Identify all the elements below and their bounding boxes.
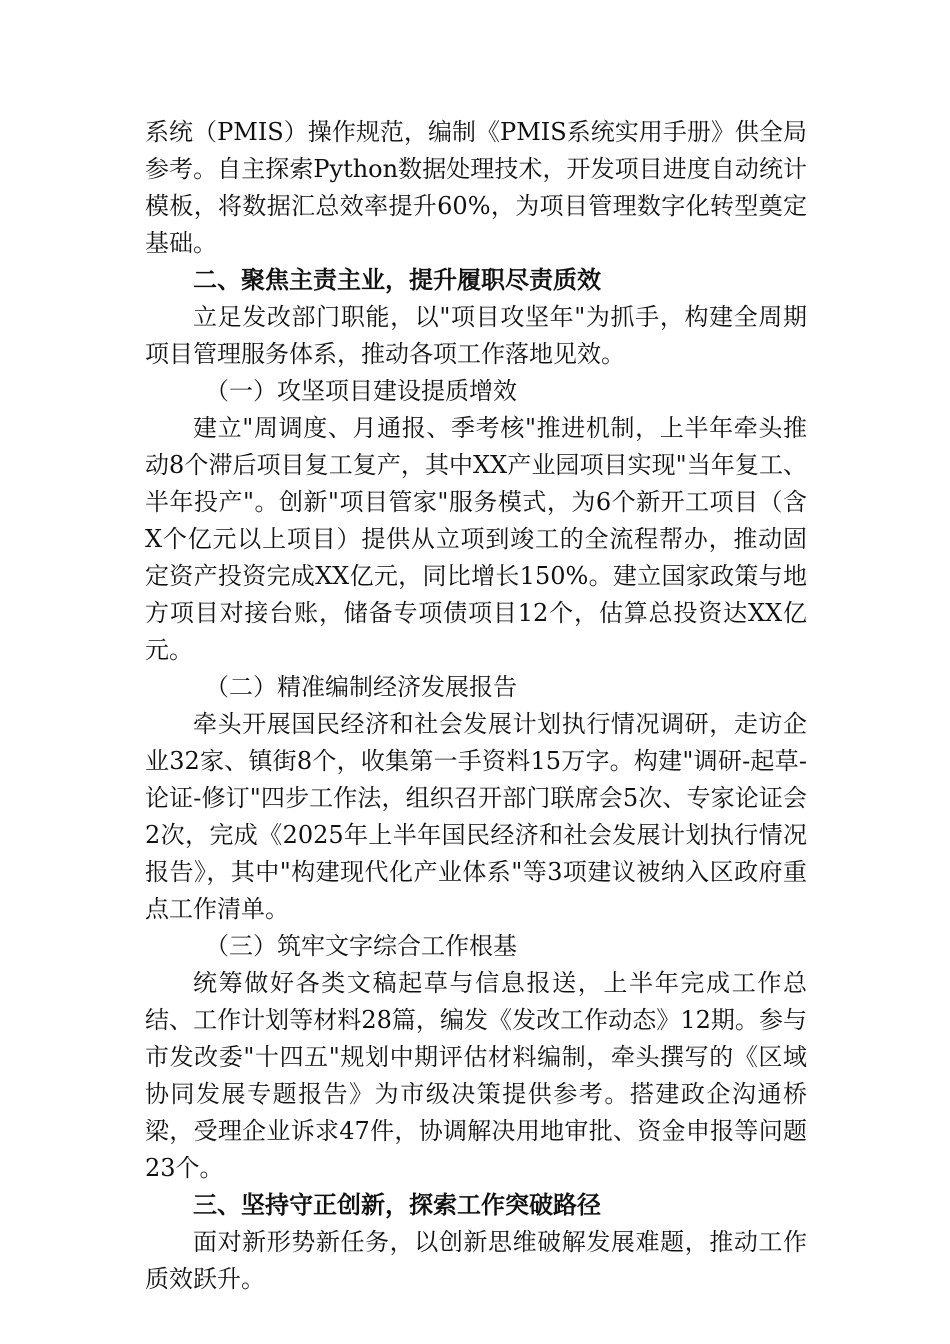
body-paragraph-continued: 系统（PMIS）操作规范，编制《PMIS系统实用手册》供全局参考。自主探索Python数据处理技术，开发项目进度自动统计模板，将数据汇总效率提升60%，为项目管理数字化转型奠定基础。 (145, 118, 807, 257)
section-heading-3: 三、坚持守正创新，探索工作突破路径 (193, 1191, 601, 1219)
body-paragraph: 统筹做好各类文稿起草与信息报送，上半年完成工作总结、工作计划等材料28篇，编发《发改工作动态》12期。参与市发改委"十四五"规划中期评估材料编制，牵头撰写的《区域协同发展专题报告》为市级决策提供参考。搭建政企沟通桥梁，受理企业诉求47件，协调解决用地审批、资金申报等问题23个。 (145, 969, 807, 1182)
body-paragraph: 立足发改部门职能，以"项目攻坚年"为抓手，构建全周期项目管理服务体系，推动各项工作落地见效。 (145, 303, 807, 368)
subsection-heading-3: （三）筑牢文字综合工作根基 (205, 932, 517, 960)
subsection-heading-2: （二）精准编制经济发展报告 (205, 673, 517, 701)
section-heading-2: 二、聚焦主责主业，提升履职尽责质效 (193, 266, 601, 294)
body-paragraph: 牵头开展国民经济和社会发展计划执行情况调研，走访企业32家、镇街8个，收集第一手资料15万字。构建"调研-起草-论证-修订"四步工作法，组织召开部门联席会5次、专家论证会2次，完成《2025年上半年国民经济和社会发展计划执行情况报告》，其中"构建现代化产业体系"等3项建议被纳入区政府重点工作清单。 (145, 710, 807, 923)
subsection-heading-1: （一）攻坚项目建设提质增效 (205, 377, 517, 405)
body-paragraph: 建立"周调度、月通报、季考核"推进机制，上半年牵头推动8个滞后项目复工复产，其中XX产业园项目实现"当年复工、半年投产"。创新"项目管家"服务模式，为6个新开工项目（含X个亿元以上项目）提供从立项到竣工的全流程帮办，推动固定资产投资完成XX亿元，同比增长150%。建立国家政策与地方项目对接台账，储备专项债项目12个，估算总投资达XX亿元。 (145, 414, 807, 664)
body-paragraph: 面对新形势新任务，以创新思维破解发展难题，推动工作质效跃升。 (145, 1228, 807, 1293)
document-body (145, 114, 807, 1298)
